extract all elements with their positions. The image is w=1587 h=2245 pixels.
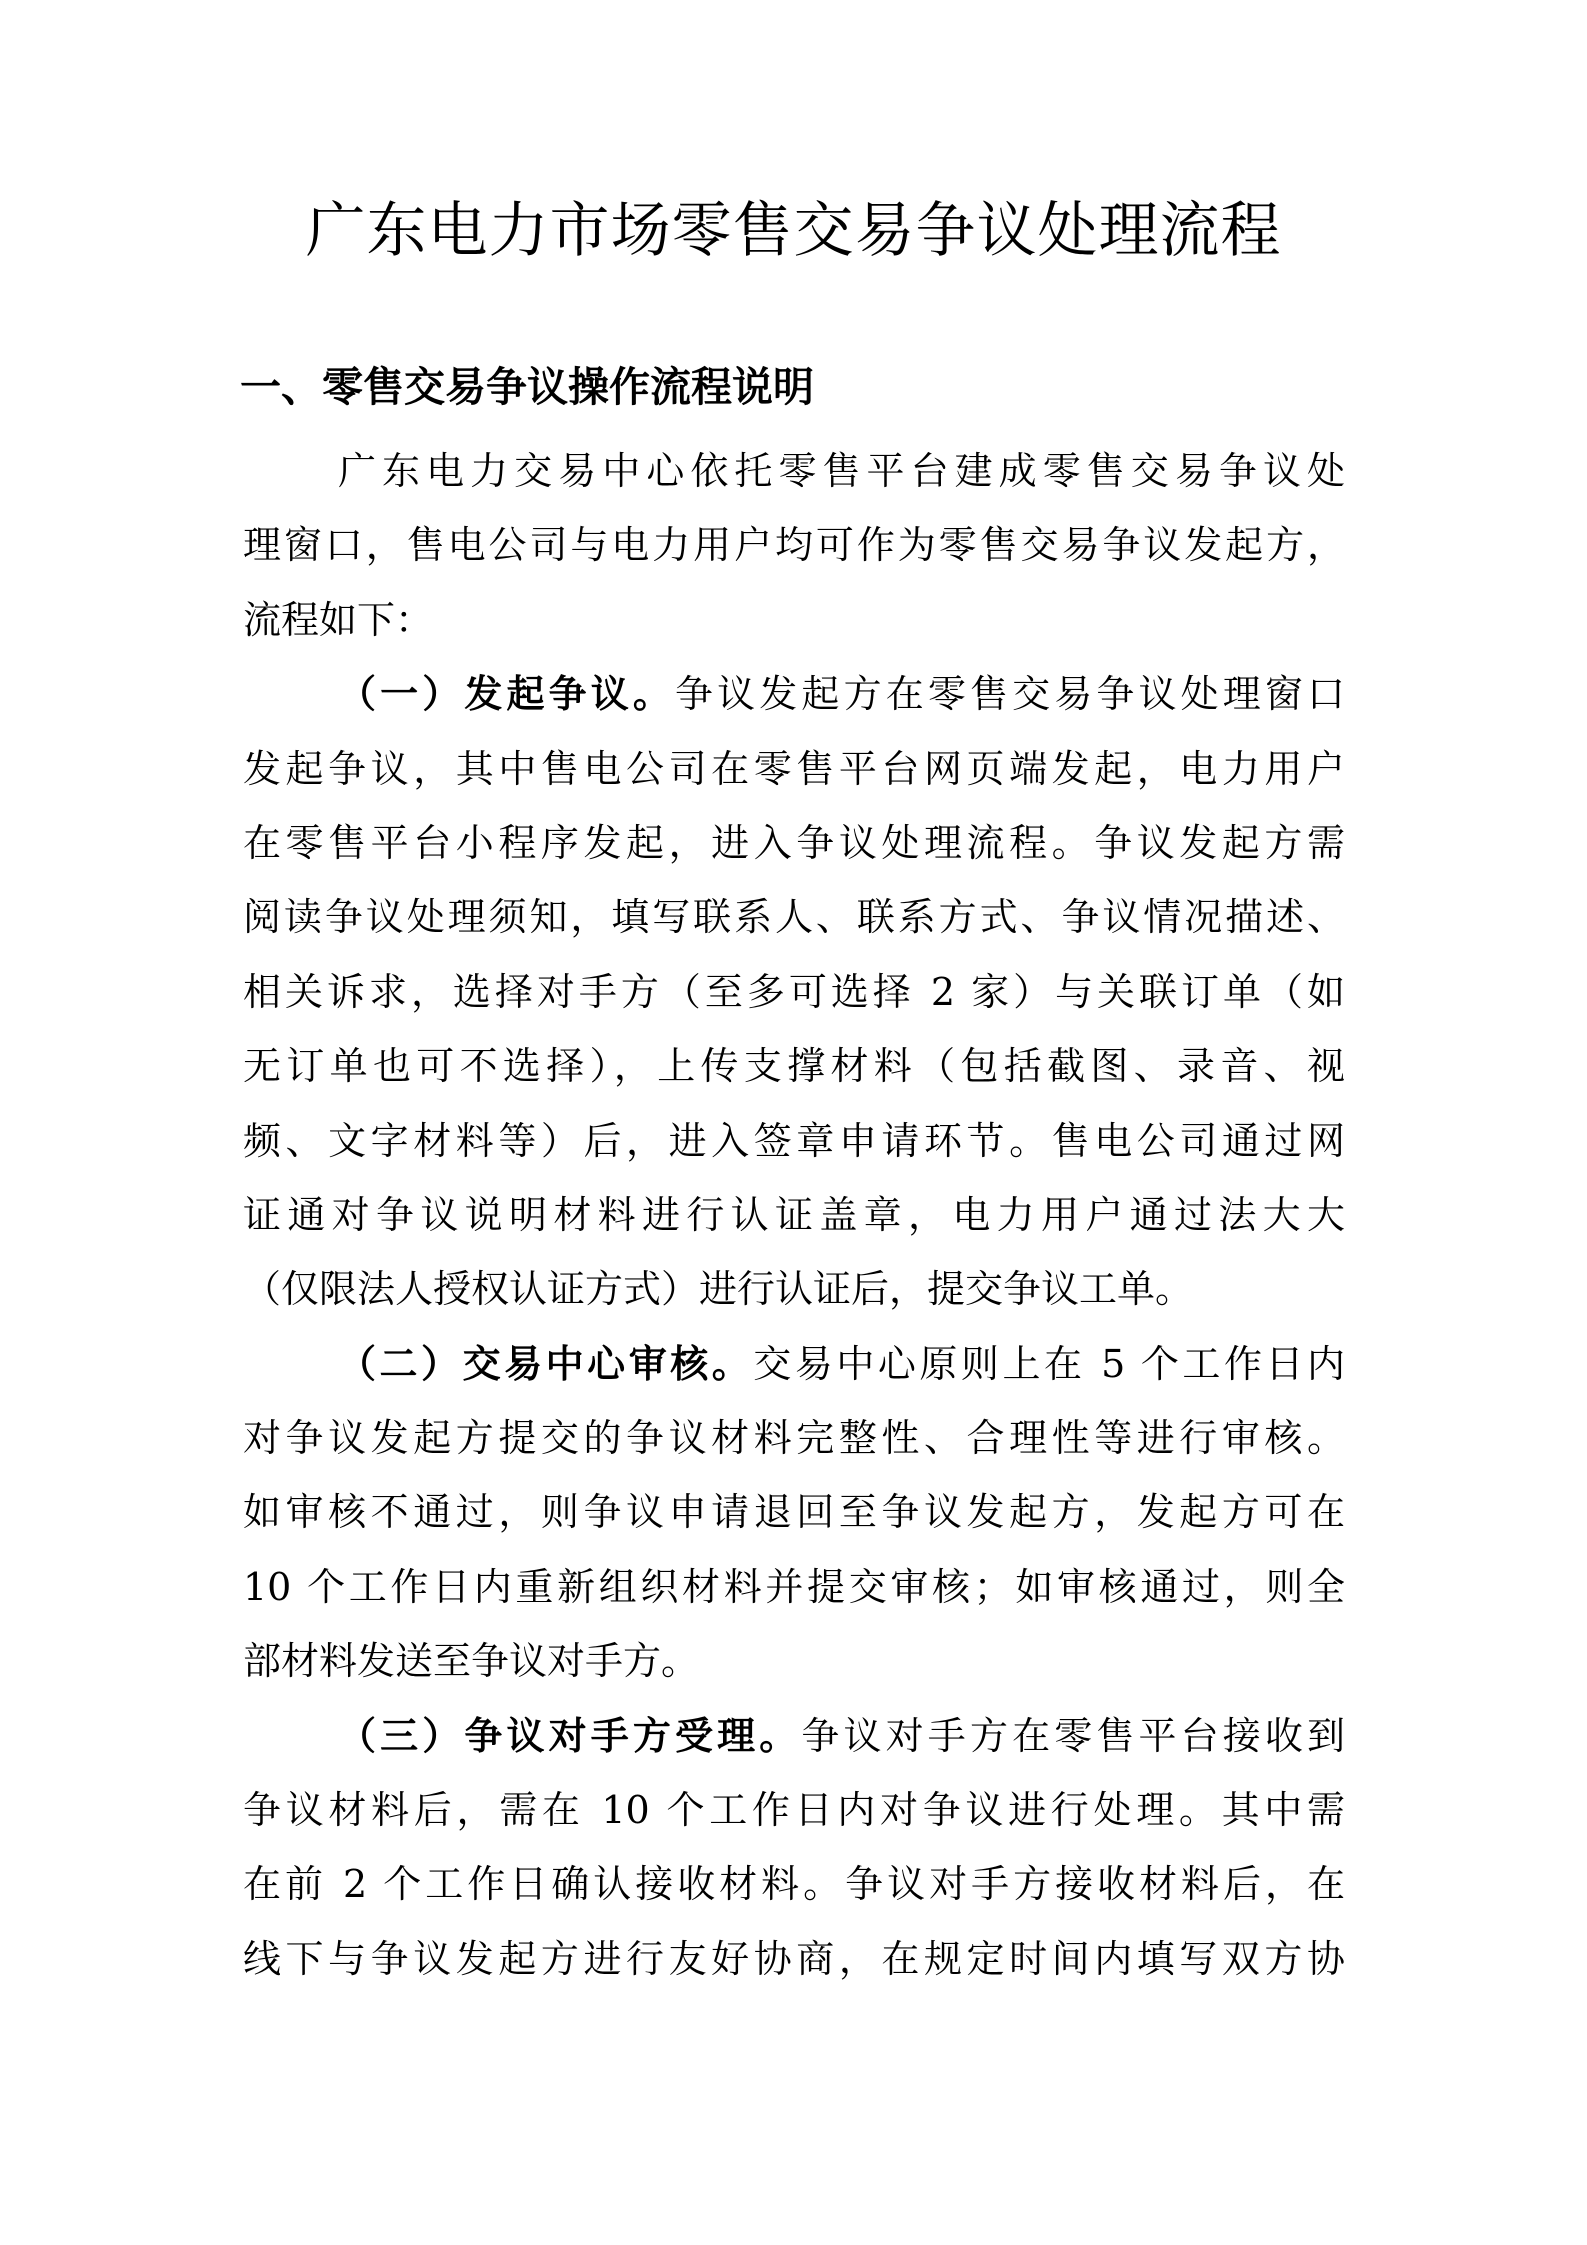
line-text: 流程如下： (243, 597, 434, 642)
text-line (243, 880, 1345, 954)
text-line (243, 1475, 1345, 1549)
line-text: 广东电力交易中心依托零售平台建成零售交易争议处 (338, 449, 1345, 493)
paragraph (243, 1327, 1345, 1699)
document-title: 广东电力市场零售交易争议处理流程 (305, 196, 1282, 266)
text-line (243, 657, 1345, 731)
line-text: 无订单也可不选择），上传支撑材料（包括截图、录音、视 (243, 1044, 1345, 1089)
text-line (243, 1327, 1345, 1401)
text-line (243, 1624, 1345, 1698)
text-line (243, 732, 1345, 806)
line-text: 争议发起方在零售交易争议处理窗口 (675, 672, 1345, 717)
text-line (243, 1699, 1345, 1773)
line-text: 阅读争议处理须知，填写联系人、联系方式、争议情况描述、 (243, 895, 1345, 940)
line-text: 交易中心原则上在 5 个工作日内 (753, 1341, 1345, 1386)
line-text: 发起争议，其中售电公司在零售平台网页端发起，电力用户 (243, 746, 1345, 791)
line-text: 对争议发起方提交的争议材料完整性、合理性等进行审核。 (243, 1416, 1345, 1461)
text-line (243, 1029, 1345, 1103)
paragraph (243, 1699, 1345, 1997)
line-text: 争议对手方在零售平台接收到 (801, 1713, 1345, 1758)
text-line (243, 583, 1345, 657)
paragraph-lead: （一）发起争议。 (338, 671, 676, 717)
line-text: 在零售平台小程序发起，进入争议处理流程。争议发起方需 (243, 820, 1345, 865)
line-text: （仅限法人授权认证方式）进行认证后，提交争议工单。 (243, 1267, 1194, 1312)
line-text: 争议材料后，需在 10 个工作日内对争议进行处理。其中需 (243, 1788, 1345, 1833)
text-line (243, 1847, 1345, 1921)
text-line (243, 1252, 1345, 1326)
line-text: 10 个工作日内重新组织材料并提交审核；如审核通过，则全 (243, 1564, 1345, 1609)
paragraph-lead: （三）争议对手方受理。 (338, 1712, 802, 1758)
text-line (243, 1104, 1345, 1178)
paragraph-lead: （二）交易中心审核。 (338, 1340, 754, 1386)
text-line (243, 1178, 1345, 1252)
text-line (243, 434, 1345, 508)
text-line (243, 1922, 1345, 1996)
text-line (243, 806, 1345, 880)
paragraph (243, 434, 1345, 657)
text-line (243, 1550, 1345, 1624)
line-text: 在前 2 个工作日确认接收材料。争议对手方接收材料后，在 (243, 1862, 1345, 1907)
line-text: 如审核不通过，则争议申请退回至争议发起方，发起方可在 (243, 1490, 1345, 1535)
text-line (243, 1773, 1345, 1847)
line-text: 线下与争议发起方进行友好协商，在规定时间内填写双方协 (243, 1936, 1345, 1981)
section-heading: 一、零售交易争议操作流程说明 (240, 363, 814, 411)
line-text: 频、文字材料等）后，进入签章申请环节。售电公司通过网 (243, 1118, 1345, 1163)
paragraph (243, 657, 1345, 1327)
document-body (243, 434, 1345, 1996)
text-line (243, 955, 1345, 1029)
line-text: 理窗口，售电公司与电力用户均可作为零售交易争议发起方， (243, 523, 1345, 568)
line-text: 相关诉求，选择对手方（至多可选择 2 家）与关联订单（如 (243, 969, 1345, 1014)
line-text: 部材料发送至争议对手方。 (243, 1639, 700, 1684)
text-line (243, 1401, 1345, 1475)
text-line (243, 508, 1345, 582)
line-text: 证通对争议说明材料进行认证盖章，电力用户通过法大大 (243, 1192, 1345, 1237)
